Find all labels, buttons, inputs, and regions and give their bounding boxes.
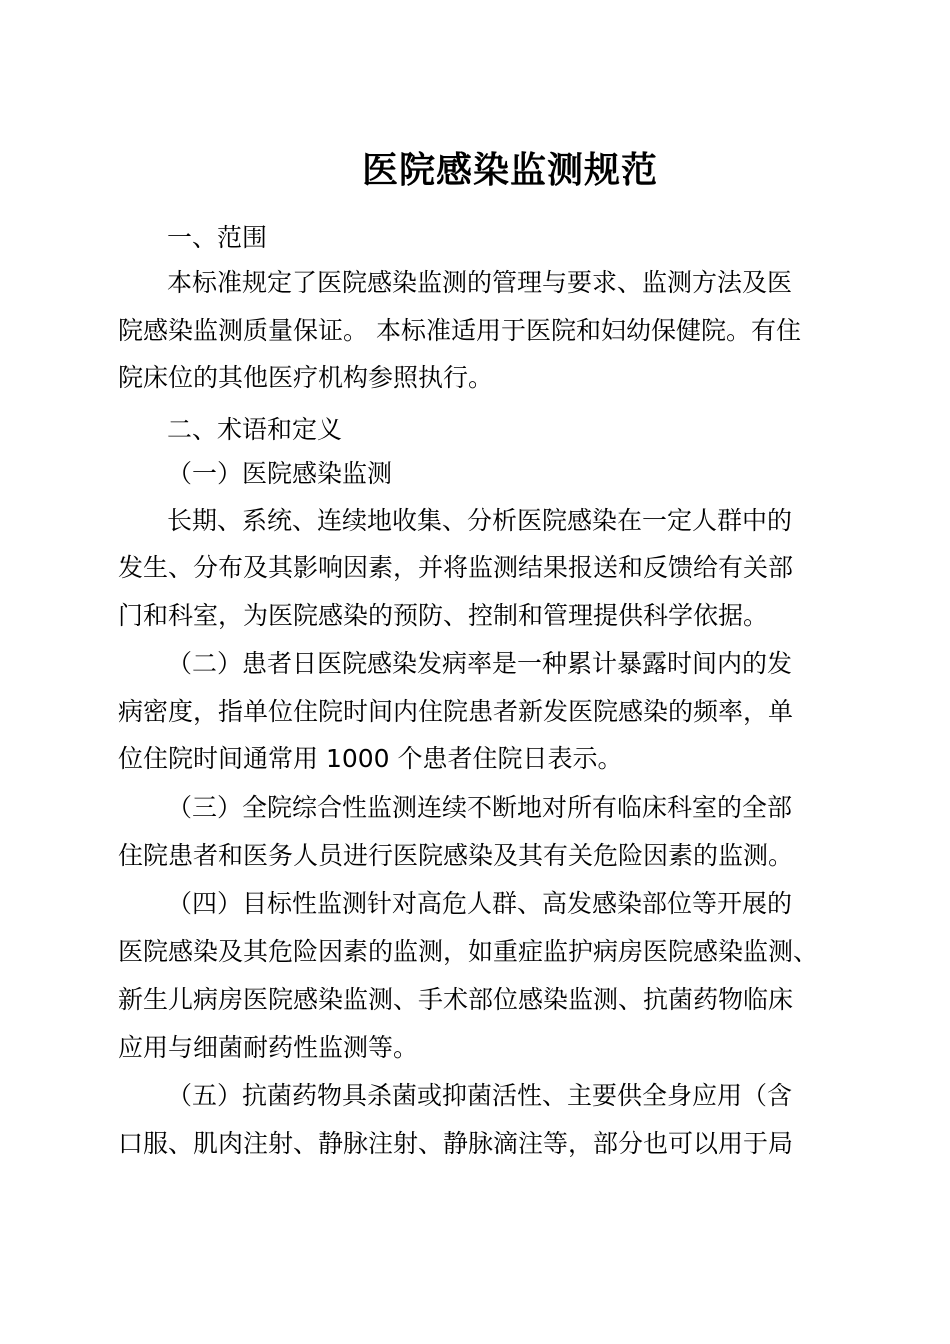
section-heading-scope: 一、范围 [167,223,268,252]
paragraph-line: 新生儿病房医院感染监测、手术部位感染监测、抗菌药物临床 [118,985,794,1014]
document-title: 医院感染监测规范 [361,150,658,191]
paragraph-line: 院床位的其他医疗机构参照执行。 [118,363,494,392]
paragraph-line: 病密度，指单位住院时间内住院患者新发医院感染的频率，单 [118,697,794,726]
paragraph-line: 口服、肌肉注射、静脉注射、静脉滴注等，部分也可以用于局 [118,1129,794,1158]
paragraph-line: 发生、分布及其影响因素，并将监测结果报送和反馈给有关部 [118,553,794,582]
paragraph-line: 本标准规定了医院感染监测的管理与要求、监测方法及医 [167,268,793,297]
paragraph-line: 院感染监测质量保证。 本标准适用于医院和妇幼保健院。有住 [118,316,801,345]
paragraph-line: （五）抗菌药物具杀菌或抑菌活性、主要供全身应用（含 [167,1081,793,1110]
paragraph-line: 门和科室，为医院感染的预防、控制和管理提供科学依据。 [118,601,769,630]
paragraph-line: 住院患者和医务人员进行医院感染及其有关危险因素的监测。 [118,841,794,870]
paragraph-line: （四）目标性监测针对高危人群、高发感染部位等开展的 [167,889,793,918]
paragraph-line: （三）全院综合性监测连续不断地对所有临床科室的全部 [167,793,793,822]
section-heading-terms: 二、术语和定义 [167,415,343,444]
subsection-heading: （一）医院感染监测 [167,459,393,488]
paragraph-line: （二）患者日医院感染发病率是一种累计暴露时间内的发 [167,649,793,678]
paragraph-line: 应用与细菌耐药性监测等。 [118,1033,419,1062]
paragraph-line: 长期、系统、连续地收集、分析医院感染在一定人群中的 [167,506,793,535]
paragraph-line: 医院感染及其危险因素的监测，如重症监护病房医院感染监测、 [118,937,819,966]
paragraph-line: 位住院时间通常用 1000 个患者住院日表示。 [118,744,623,773]
